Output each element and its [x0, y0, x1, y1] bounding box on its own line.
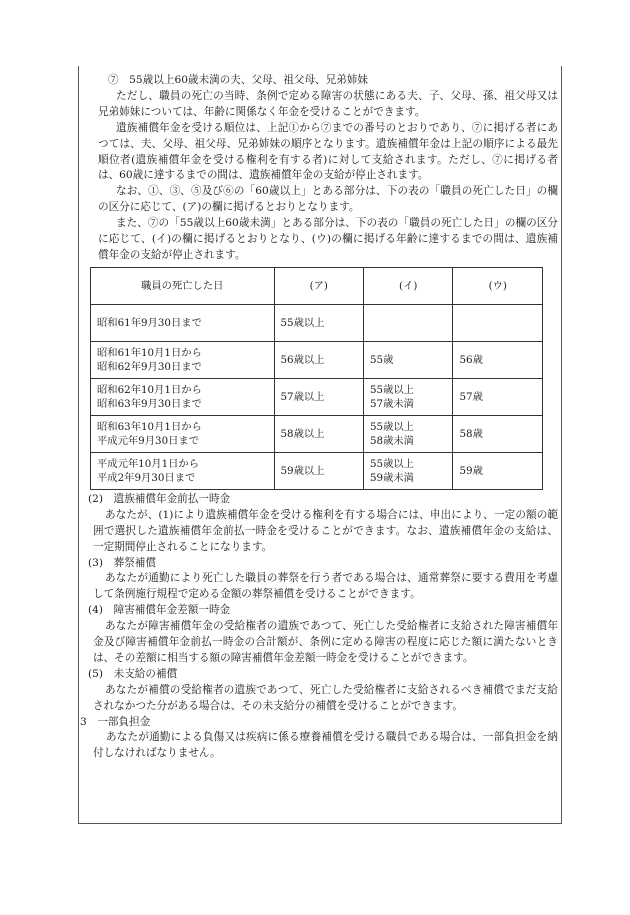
cell-a: 59歳以上 [274, 452, 363, 489]
table-row [91, 304, 543, 341]
cell-u [453, 304, 543, 341]
cell-u: 59歳 [453, 452, 543, 489]
cell-date: 昭和62年10月1日から 昭和63年9月30日まで [91, 378, 275, 415]
cell-i: 55歳以上 58歳未満 [363, 415, 452, 452]
header-u: (ウ) [453, 267, 543, 304]
cell-date: 平成元年10月1日から 平成2年9月30日まで [91, 452, 275, 489]
cell-u: 58歳 [453, 415, 543, 452]
cell-date: 昭和63年10月1日から 平成元年9月30日まで [91, 415, 275, 452]
cell-a: 56歳以上 [274, 341, 363, 378]
cell-u: 57歳 [453, 378, 543, 415]
cell-i: 55歳以上 57歳未満 [363, 378, 452, 415]
item-7-note: ただし、職員の死亡の当時、条例で定める障害の状態にある夫、子、父母、孫、祖父母又は兄弟姉妹については、年齢に関係なく年金を受けることができます。 [98, 89, 558, 118]
note-60-paragraph: なお、①、③、⑤及び⑥の「60歳以上」とある部分は、下の表の「職員の死亡した日」の欄の区分に応じて、(ア)の欄に掲げるとおりとなります。 [98, 185, 558, 214]
section-4-body: あなたが障害補償年金の受給権者の遺族であつて、死亡した受給権者に支給された障害補償年金及び障害補償年金前払一時金の合計額が、条例に定める障害の程度に応じた額に満たないときは、その差額に相当する額の障害補償年金差額一時金を受けることができます。 [93, 620, 558, 664]
table-row [91, 452, 543, 489]
burden-body: あなたが通勤による負傷又は疾病に係る療養補償を受ける職員である場合は、一部負担金を納付しなければなりません。 [93, 731, 558, 760]
cell-i [363, 304, 452, 341]
item-7-heading: ⑦ 55歳以上60歳未満の夫、父母、祖父母、兄弟姉妹 [108, 74, 369, 86]
section-3-body: あなたが通勤により死亡した職員の葬祭を行う者である場合は、通常葬祭に要する費用を考慮して条例施行規程で定める金額の葬祭補償を受けることができます。 [93, 572, 558, 601]
section-5-body: あなたが補償の受給権者の遺族であつて、死亡した受給権者に支給されるべき補償でまだ支給されなかつた分がある場合は、その未支給分の補償を受けることができます。 [93, 683, 558, 712]
cell-u: 56歳 [453, 341, 543, 378]
header-i: (イ) [363, 267, 452, 304]
header-a: (ア) [274, 267, 363, 304]
document-body [80, 73, 558, 762]
section-2-body: あなたが、(1)により遺族補償年金を受ける権利を有する場合には、申出により、一定の額の範囲で選択した遺族補償年金前払一時金を受けることができます。なお、遺族補償年金の支給は、一定期間停止されることになります。 [93, 508, 558, 553]
cell-date: 昭和61年10月1日から 昭和62年9月30日まで [91, 341, 275, 378]
burden-heading: 3 一部負担金 [80, 715, 151, 728]
table-row [91, 415, 543, 452]
header-date: 職員の死亡した日 [91, 267, 275, 304]
section-4-heading: (4) 障害補償年金差額一時金 [88, 604, 231, 617]
table-row [91, 378, 543, 415]
cell-i: 55歳以上 59歳未満 [363, 452, 452, 489]
cell-a: 55歳以上 [274, 304, 363, 341]
note-55-paragraph: また、⑦の「55歳以上60歳未満」とある部分は、下の表の「職員の死亡した日」の欄の区分に応じて、(イ)の欄に掲げるとおりとなり、(ウ)の欄に掲げる年齢に達するまでの間は、遺族補償年金の支給が停止されます。 [98, 217, 558, 261]
cell-i: 55歳 [363, 341, 452, 378]
cell-a: 58歳以上 [274, 415, 363, 452]
section-5-heading: (5) 未支給の補償 [88, 667, 178, 680]
cell-a: 57歳以上 [274, 378, 363, 415]
order-paragraph: 遺族補償年金を受ける順位は、上記①から⑦までの番号のとおりであり、⑦に掲げる者にあつては、夫、父母、祖父母、兄弟姉妹の順序となります。遺族補償年金は上記の順序による最先順位者(遺族補償年金を受ける権利を有する者)に対して支給されます。ただし、⑦に掲げる者は、60歳に達するまでの間は、遺族補償年金の支給が停止されます。 [98, 121, 558, 182]
table-row [91, 341, 543, 378]
section-2-heading: (2) 遺族補償年金前払一時金 [88, 492, 231, 505]
table-header-row [91, 267, 543, 304]
age-table [90, 267, 543, 490]
section-3-heading: (3) 葬祭補償 [88, 556, 156, 569]
cell-date: 昭和61年9月30日まで [91, 304, 275, 341]
